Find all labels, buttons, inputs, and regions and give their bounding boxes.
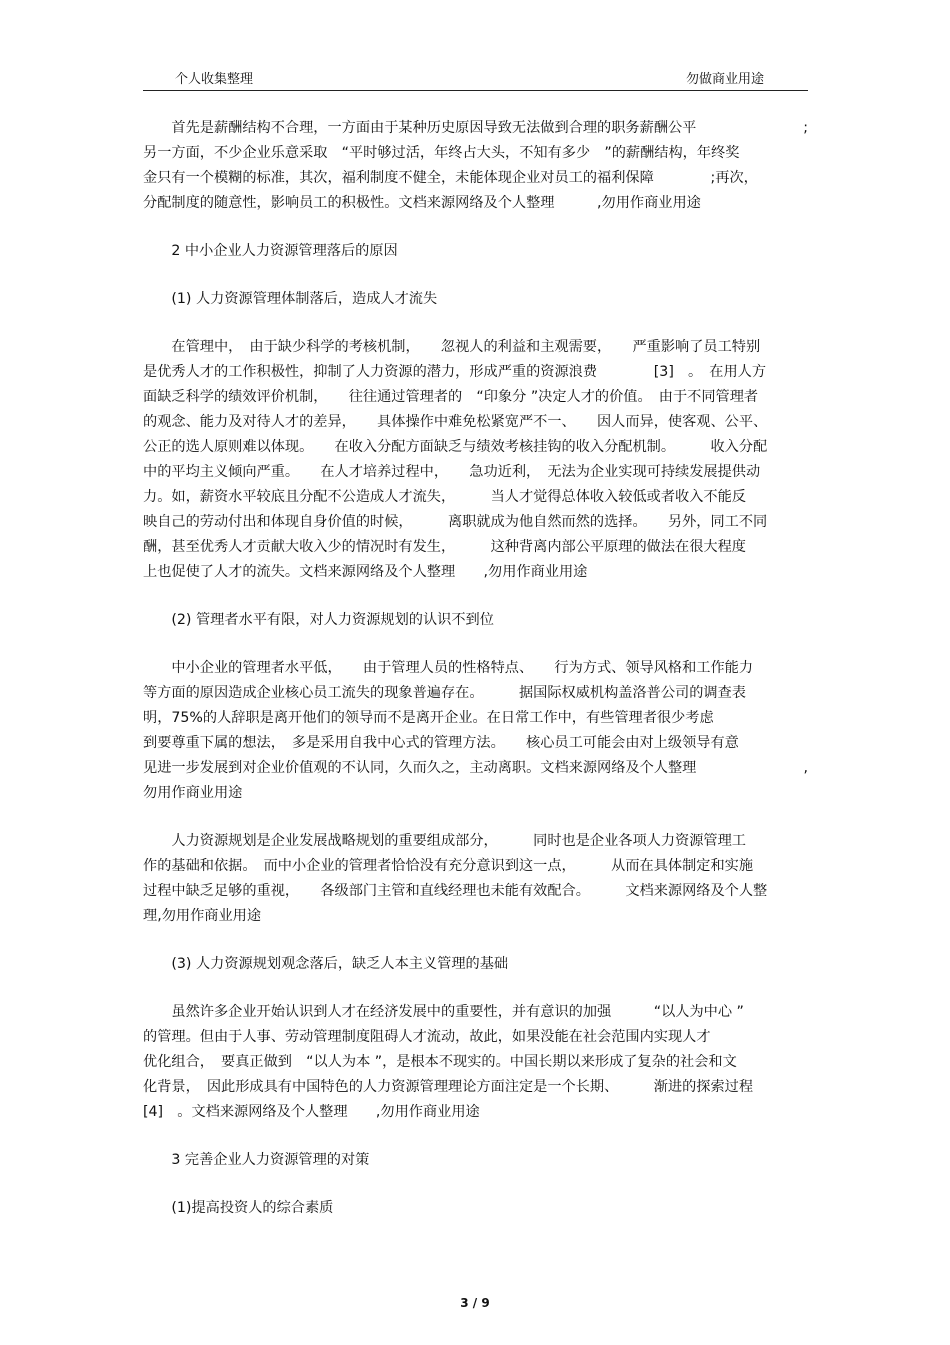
text-line-content: 化背景， 因此形成具有中国特色的人力资源管理理论方面注定是一个长期、 渐进的探索过程 (143, 1079, 754, 1095)
text-line (143, 756, 808, 781)
text-line (143, 485, 808, 510)
text-line-content: (1) 人力资源管理体制落后，造成人才流失 (143, 291, 438, 307)
text-line (143, 854, 808, 879)
text-line-content: 上也促使了人才的流失。文档来源网络及个人整理 ,勿用作商业用途 (143, 564, 588, 580)
text-line-content: 明，75%的人辞职是离开他们的领导而不是离开企业。在日常工作中，有些管理者很少考虑 (143, 710, 714, 726)
paragraph-gap (143, 585, 808, 608)
text-line-content: 虽然许多企业开始认识到人才在经济发展中的重要性，并有意识的加强 “以人为中心 ” (143, 1004, 744, 1020)
text-line (143, 731, 808, 756)
paragraph-gap (143, 1173, 808, 1196)
text-line (143, 560, 808, 585)
paragraph-gap (143, 633, 808, 656)
text-line-content: 理,勿用作商业用途 (143, 908, 262, 924)
text-line-content: 是优秀人才的工作积极性，抑制了人力资源的潜力，形成严重的资源浪费 [3] 。 在用人方 (143, 364, 767, 380)
text-line (143, 191, 808, 216)
text-line (143, 656, 808, 681)
text-line-content: 金只有一个模糊的标准，其次，福利制度不健全，未能体现企业对员工的福利保障 ;再次， (143, 170, 758, 186)
text-line (143, 460, 808, 485)
document-body (143, 116, 808, 1221)
text-line (143, 829, 808, 854)
paragraph-gap (143, 977, 808, 1000)
text-line-content: (3) 人力资源规划观念落后，缺乏人本主义管理的基础 (143, 956, 509, 972)
text-line (143, 410, 808, 435)
text-line (143, 1000, 808, 1025)
text-line (143, 239, 808, 264)
text-line-content: 见进一步发展到对企业价值观的不认同，久而久之，主动离职。文档来源网络及个人整理 (143, 760, 697, 776)
paragraph-gap (143, 806, 808, 829)
text-line (143, 781, 808, 806)
text-line (143, 1148, 808, 1173)
text-line (143, 335, 808, 360)
text-line (143, 166, 808, 191)
text-line (143, 706, 808, 731)
text-line (143, 1196, 808, 1221)
text-line-content: 中小企业的管理者水平低， 由于管理人员的性格特点、 行为方式、领导风格和工作能力 (143, 660, 754, 676)
paragraph-gap (143, 264, 808, 287)
text-line (143, 1025, 808, 1050)
text-line-content: 作的基础和依据。 而中小企业的管理者恰恰没有充分意识到这一点， 从而在具体制定和实施 (143, 858, 754, 874)
text-line-content: 映自己的劳动付出和体现自身价值的时候， 离职就成为他自然而然的选择。 另外，同工不同 (143, 514, 768, 530)
text-line (143, 385, 808, 410)
text-line (143, 510, 808, 535)
paragraph-gap (143, 1125, 808, 1148)
text-line-content: 过程中缺乏足够的重视， 各级部门主管和直线经理也未能有效配合。 文档来源网络及个人整 (143, 883, 768, 899)
text-line-content: 中的平均主义倾向严重。 在人才培养过程中， 急功近利， 无法为企业实现可持续发展提供动 (143, 464, 761, 480)
text-line-content: 勿用作商业用途 (143, 785, 243, 801)
text-line-content: 公正的选人原则难以体现。 在收入分配方面缺乏与绩效考核挂钩的收入分配机制。 收入分配 (143, 439, 768, 455)
page-number: 3 / 9 (460, 1296, 490, 1310)
text-line-trailing-mark: ; (803, 120, 808, 136)
text-line-trailing-mark: , (803, 760, 808, 776)
text-line-content: (1)提高投资人的综合素质 (143, 1200, 334, 1216)
text-line (143, 535, 808, 560)
text-line (143, 608, 808, 633)
text-line-content: 酬，甚至优秀人才贡献大收入少的情况时有发生， 这种背离内部公平原理的做法在很大程度 (143, 539, 746, 555)
text-line-content: 3 完善企业人力资源管理的对策 (143, 1152, 370, 1168)
text-line-content: 分配制度的随意性，影响员工的积极性。文档来源网络及个人整理 ,勿用作商业用途 (143, 195, 701, 211)
paragraph-gap (143, 216, 808, 239)
text-line-content: 力。如，薪资水平较底且分配不公造成人才流失， 当人才觉得总体收入较低或者收入不能反 (143, 489, 746, 505)
text-line-content: 等方面的原因造成企业核心员工流失的现象普遍存在。 据国际权威机构盖洛普公司的调查表 (143, 685, 746, 701)
text-line-content: 在管理中， 由于缺少科学的考核机制， 忽视人的利益和主观需要， 严重影响了员工特别 (143, 339, 761, 355)
text-line (143, 1050, 808, 1075)
text-line (143, 360, 808, 385)
text-line (143, 116, 808, 141)
page-header (143, 62, 808, 91)
text-line (143, 435, 808, 460)
text-line-content: 另一方面，不少企业乐意采取 “平时够过活，年终占大头，不知有多少 ”的薪酬结构，年终奖 (143, 145, 740, 161)
text-line (143, 681, 808, 706)
text-line (143, 952, 808, 977)
text-line-content: 到要尊重下属的想法， 多是采用自我中心式的管理方法。 核心员工可能会由对上级领导有意 (143, 735, 739, 751)
paragraph-gap (143, 929, 808, 952)
text-line-content: [4] 。文档来源网络及个人整理 ,勿用作商业用途 (143, 1104, 480, 1120)
header-right-text: 勿做商业用途 (685, 72, 764, 87)
text-line-content: 的观念、能力及对待人才的差异， 具体操作中难免松紧宽严不一、 因人而异，使客观、公平、 (143, 414, 768, 430)
header-left-text: 个人收集整理 (175, 72, 254, 87)
text-line (143, 1100, 808, 1125)
text-line-content: 人力资源规划是企业发展战略规划的重要组成部分， 同时也是企业各项人力资源管理工 (143, 833, 746, 849)
text-line-content: 面缺乏科学的绩效评价机制， 往往通过管理者的 “印象分 ”决定人才的价值。 由于不同管理者 (143, 389, 759, 405)
text-line (143, 1075, 808, 1100)
text-line-content: 2 中小企业人力资源管理落后的原因 (143, 243, 398, 259)
text-line-content: 首先是薪酬结构不合理，一方面由于某种历史原因导致无法做到合理的职务薪酬公平 (143, 120, 697, 136)
text-line-content: 的管理。但由于人事、劳动管理制度阻碍人才流动，故此，如果没能在社会范围内实现人才 (143, 1029, 711, 1045)
paragraph-gap (143, 312, 808, 335)
text-line-content: 优化组合， 要真正做到 “以人为本 ”，是根本不现实的。中国长期以来形成了复杂的社会和文 (143, 1054, 737, 1070)
text-line (143, 141, 808, 166)
text-line (143, 287, 808, 312)
text-line-content: (2) 管理者水平有限，对人力资源规划的认识不到位 (143, 612, 494, 628)
text-line (143, 904, 808, 929)
text-line (143, 879, 808, 904)
